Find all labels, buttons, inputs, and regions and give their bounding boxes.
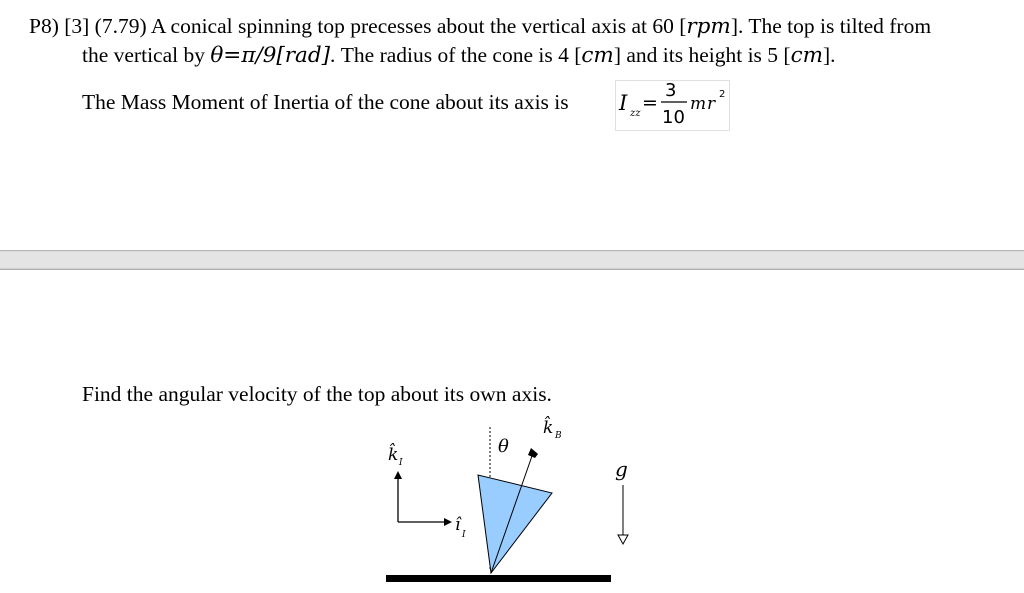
cm-unit-height: cm [790, 43, 824, 68]
formula-denominator: 10 [662, 107, 685, 128]
formula-I: I [619, 91, 628, 115]
ground-surface [386, 575, 611, 582]
k-body-arrowhead [528, 448, 538, 458]
formula-exponent: 2 [719, 89, 726, 100]
problem-line-2-end: ]. [823, 43, 836, 67]
cm-unit-radius: cm [581, 43, 614, 68]
k-inertial-arrowhead [394, 471, 402, 479]
theta-expression: θ=π/9[ [210, 43, 285, 68]
k-inertial-subscript: I [399, 458, 403, 468]
formula-equals: = [642, 92, 658, 114]
k-body-subscript: B [555, 431, 562, 441]
i-inertial-arrowhead [444, 518, 452, 526]
theta-label: θ [498, 436, 509, 457]
rad-unit: rad [284, 43, 322, 68]
k-body-label: k̂ [543, 418, 554, 438]
gravity-label: g [615, 457, 628, 481]
problem-line-1-end: ]. The top is tilted from [730, 14, 932, 38]
gravity-arrowhead [618, 535, 628, 544]
theta-expression-close: ] [321, 43, 331, 68]
k-inertial-label: k̂ [388, 445, 399, 465]
i-inertial-label: î [455, 515, 461, 535]
cone-body [478, 475, 552, 573]
question-text: Find the angular velocity of the top about its own axis. [82, 382, 552, 406]
formula-r: r [707, 94, 716, 114]
problem-line-2-mid: . The radius of the cone is 4 [ [330, 43, 582, 67]
problem-line-2-mid2: ] and its height is 5 [ [613, 43, 791, 67]
problem-line-2-start: the vertical by [82, 43, 211, 67]
problem-line-3: The Mass Moment of Inertia of the cone about its axis is [82, 90, 569, 114]
formula-numerator: 3 [665, 80, 677, 101]
formula-subscript-zz: zz [630, 108, 641, 119]
formula-m: m [690, 94, 707, 114]
rpm-unit: rpm [686, 14, 731, 39]
i-inertial-subscript: I [462, 530, 466, 540]
problem-line-1-text: P8) [3] (7.79) A conical spinning top precesses about the vertical axis at 60 [ [29, 14, 687, 38]
